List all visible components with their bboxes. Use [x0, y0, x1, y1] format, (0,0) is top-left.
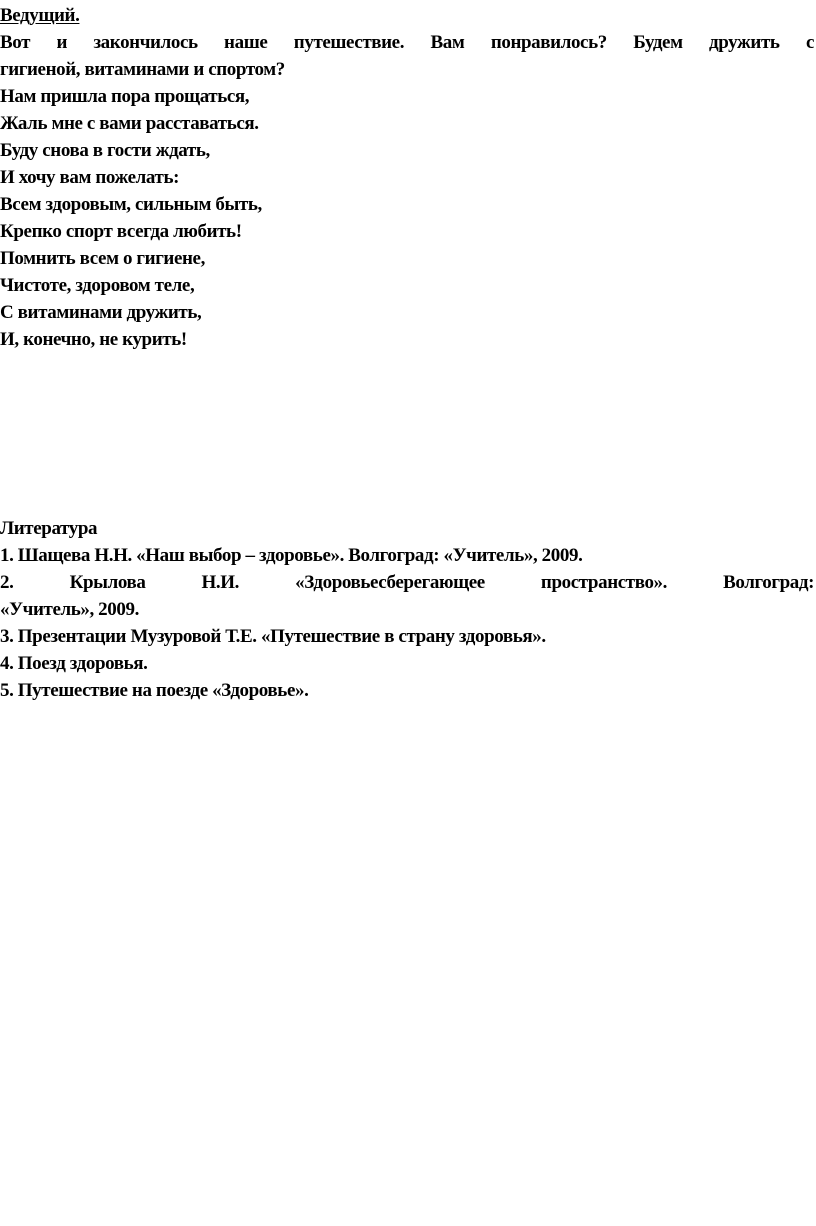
poem-line: И, конечно, не курить! [0, 329, 187, 350]
literature-item: 4. Поезд здоровья. [0, 653, 148, 674]
literature-item: 3. Презентации Музуровой Т.Е. «Путешествие в страну здоровья». [0, 626, 546, 647]
poem-line: И хочу вам пожелать: [0, 167, 180, 188]
literature-item: 5. Путешествие на поезде «Здоровье». [0, 680, 309, 701]
poem-line: Всем здоровым, сильным быть, [0, 194, 262, 215]
speaker-heading: Ведущий. [0, 5, 80, 26]
poem [0, 83, 814, 353]
intro-line-2: гигиеной, витаминами и спортом? [0, 59, 285, 80]
poem-line: Буду снова в гости ждать, [0, 140, 210, 161]
literature-item: «Учитель», 2009. [0, 599, 139, 620]
literature-list [0, 542, 814, 704]
intro-line-1: Вот и закончилось наше путешествие. Вам понравилось? Будем дружить с [0, 32, 814, 53]
poem-line: С витаминами дружить, [0, 302, 202, 323]
literature-heading: Литература [0, 518, 98, 539]
literature-item: 1. Шащева Н.Н. «Наш выбор – здоровье». Волгоград: «Учитель», 2009. [0, 545, 583, 566]
poem-line: Помнить всем о гигиене, [0, 248, 205, 269]
poem-line: Жаль мне с вами расставаться. [0, 113, 259, 134]
literature-item: 2. Крылова Н.И. «Здоровьесберегающее пространство». Волгоград: [0, 572, 814, 593]
poem-line: Крепко спорт всегда любить! [0, 221, 242, 242]
literature-section [0, 515, 814, 704]
poem-line: Нам пришла пора прощаться, [0, 86, 250, 107]
blank-space [0, 353, 814, 515]
poem-line: Чистоте, здоровом теле, [0, 275, 195, 296]
